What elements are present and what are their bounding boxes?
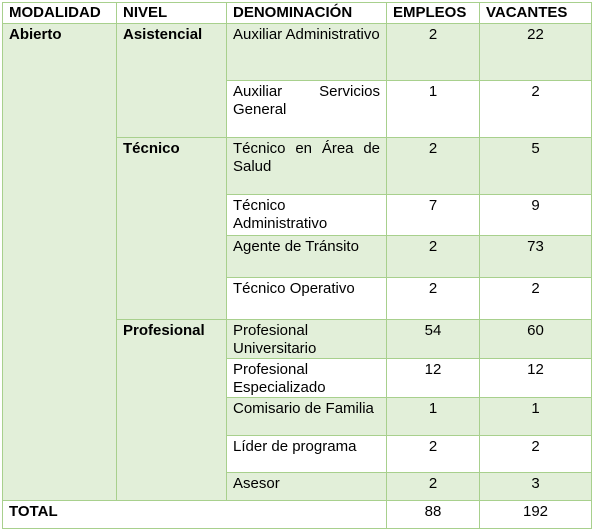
empleos-cell: 2 xyxy=(387,138,480,195)
nivel-tecnico: Técnico xyxy=(117,138,227,320)
vacantes-cell: 60 xyxy=(480,320,592,359)
denominacion-cell: Técnico Operativo xyxy=(227,278,387,320)
denominacion-cell: Asesor xyxy=(227,473,387,501)
empleos-cell: 12 xyxy=(387,359,480,398)
vacantes-cell: 2 xyxy=(480,436,592,473)
modalidad-cell: Abierto xyxy=(3,24,117,501)
empleos-cell: 2 xyxy=(387,473,480,501)
denominacion-cell: Líder de programa xyxy=(227,436,387,473)
vacantes-cell: 2 xyxy=(480,278,592,320)
empleos-cell: 54 xyxy=(387,320,480,359)
total-empleos: 88 xyxy=(387,501,480,529)
vacantes-cell: 22 xyxy=(480,24,592,81)
nivel-asistencial: Asistencial xyxy=(117,24,227,138)
vacantes-cell: 12 xyxy=(480,359,592,398)
vacantes-cell: 1 xyxy=(480,398,592,436)
denominacion-cell: Técnico en Área de Salud xyxy=(227,138,387,195)
denominacion-cell: Profesional Universitario xyxy=(227,320,387,359)
header-modalidad: MODALIDAD xyxy=(3,3,117,24)
empleos-cell: 2 xyxy=(387,236,480,278)
empleos-table xyxy=(2,2,592,529)
denominacion-cell: Comisario de Familia xyxy=(227,398,387,436)
denominacion-cell: Técnico Administrativo xyxy=(227,195,387,236)
header-vacantes: VACANTES xyxy=(480,3,592,24)
nivel-profesional: Profesional xyxy=(117,320,227,501)
header-row xyxy=(3,3,592,24)
table-row xyxy=(3,24,592,81)
header-nivel: NIVEL xyxy=(117,3,227,24)
empleos-cell: 2 xyxy=(387,278,480,320)
vacantes-cell: 73 xyxy=(480,236,592,278)
empleos-cell: 1 xyxy=(387,398,480,436)
empleos-cell: 7 xyxy=(387,195,480,236)
empleos-cell: 1 xyxy=(387,81,480,138)
header-denominacion: DENOMINACIÓN xyxy=(227,3,387,24)
total-row xyxy=(3,501,592,529)
empleos-cell: 2 xyxy=(387,436,480,473)
denominacion-cell: Agente de Tránsito xyxy=(227,236,387,278)
vacantes-cell: 9 xyxy=(480,195,592,236)
header-empleos: EMPLEOS xyxy=(387,3,480,24)
empleos-cell: 2 xyxy=(387,24,480,81)
total-label: TOTAL xyxy=(3,501,387,529)
vacantes-cell: 3 xyxy=(480,473,592,501)
vacantes-cell: 5 xyxy=(480,138,592,195)
denominacion-cell: Auxiliar Servicios General xyxy=(227,81,387,138)
vacantes-cell: 2 xyxy=(480,81,592,138)
denominacion-cell: Auxiliar Administrativo xyxy=(227,24,387,81)
total-vacantes: 192 xyxy=(480,501,592,529)
denominacion-cell: Profesional Especializado xyxy=(227,359,387,398)
